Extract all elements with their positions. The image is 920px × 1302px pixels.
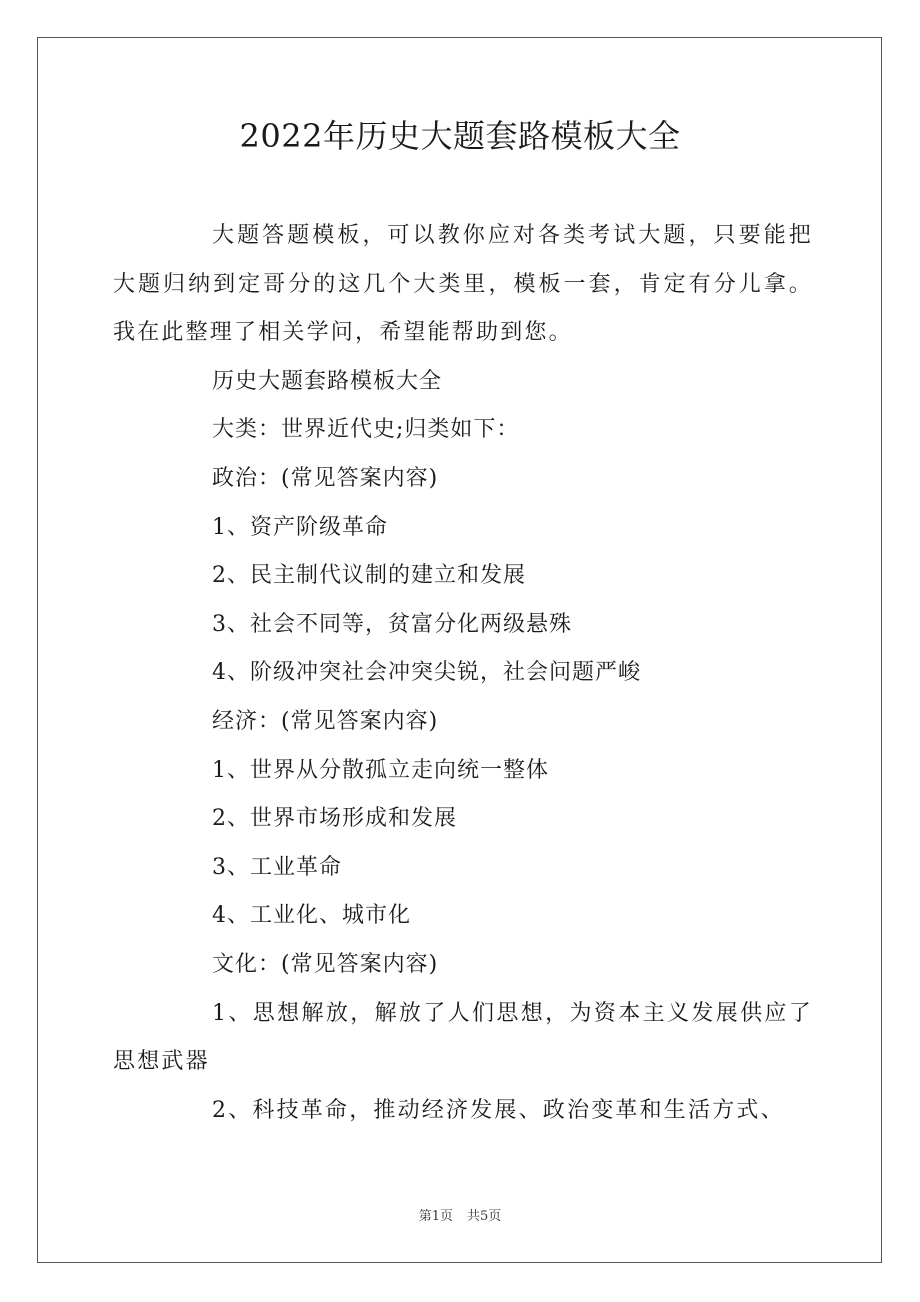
economy-item: 4、工业化、城市化 — [212, 903, 411, 929]
total-unit: 页 — [488, 1209, 502, 1224]
politics-item: 2、民主制代议制的建立和发展 — [212, 563, 526, 589]
page-label: 第 — [418, 1209, 432, 1224]
politics-heading: 政治：(常见答案内容) — [212, 465, 439, 491]
category-line: 大类：世界近代史;归类如下： — [212, 417, 520, 443]
document-title: 2022年历史大题套路模板大全 — [239, 117, 681, 155]
page-footer — [0, 1207, 920, 1227]
intro-paragraph: 大题答题模板，可以教你应对各类考试大题，只要能把大题归纳到定哥分的这几个大类里，模板一套，肯定有分儿拿。我在此整理了相关学问，希望能帮助到您。 — [113, 223, 813, 346]
culture-item: 2、科技革命，推动经济发展、政治变革和生活方式、 — [212, 1097, 785, 1123]
politics-item: 1、资产阶级革命 — [212, 514, 388, 540]
culture-heading: 文化：(常见答案内容) — [212, 951, 439, 977]
politics-item: 4、阶级冲突社会冲突尖锐，社会问题严峻 — [212, 660, 641, 686]
total-label: 共 — [467, 1209, 481, 1224]
section-title: 历史大题套路模板大全 — [212, 368, 443, 394]
politics-item: 3、社会不同等，贫富分化两级悬殊 — [212, 611, 572, 637]
economy-item: 3、工业革命 — [212, 854, 342, 880]
culture-item: 1、思想解放，解放了人们思想，为资本主义发展供应了思想武器 — [113, 1000, 813, 1075]
total-pages: 5 — [480, 1209, 489, 1224]
page-number: 1 — [431, 1209, 440, 1224]
economy-item: 2、世界市场形成和发展 — [212, 806, 457, 832]
page-unit: 页 — [439, 1209, 453, 1224]
document-body — [113, 212, 813, 1135]
economy-heading: 经济：(常见答案内容) — [212, 708, 439, 734]
economy-item: 1、世界从分散孤立走向统一整体 — [212, 757, 549, 783]
